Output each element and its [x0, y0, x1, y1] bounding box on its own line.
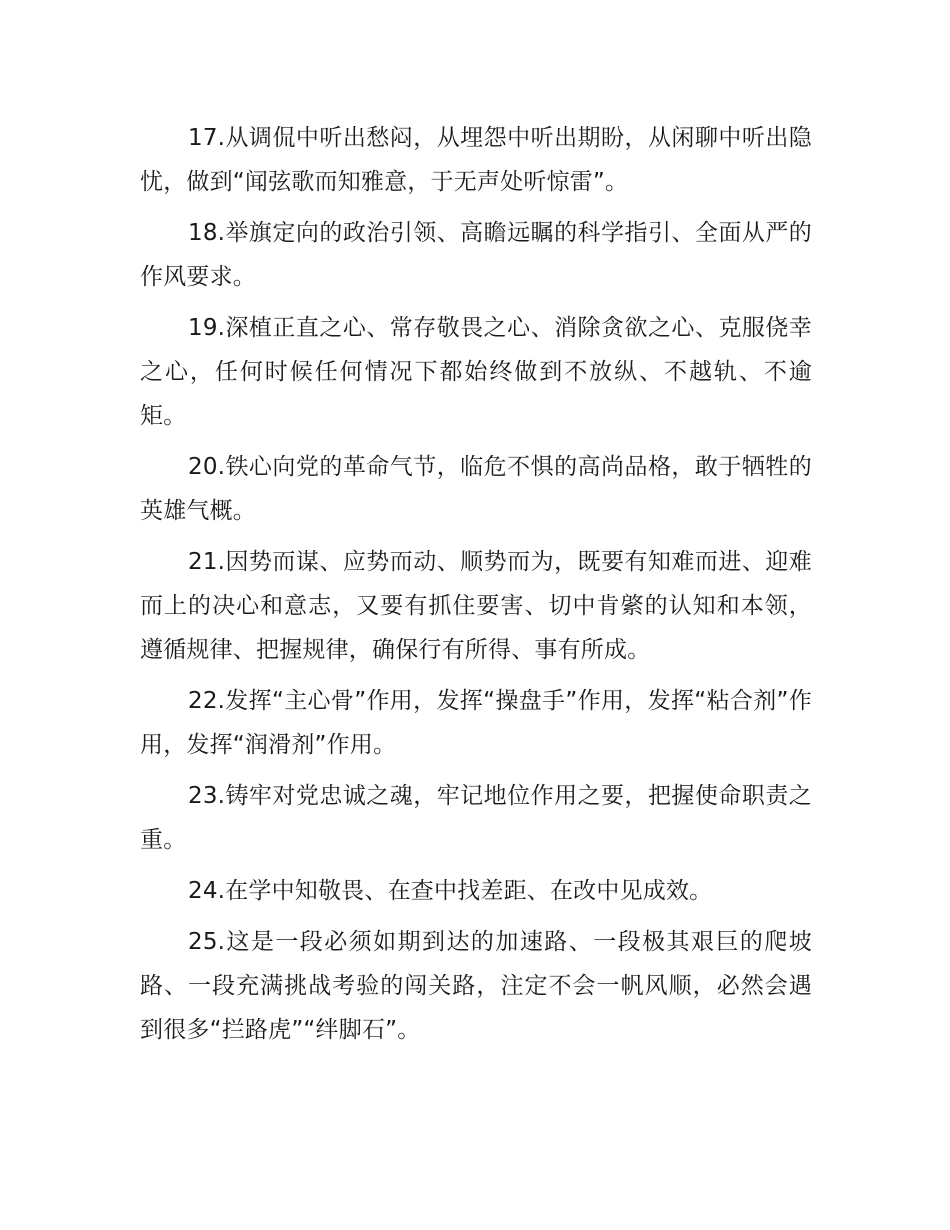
paragraph-24: 24.在学中知敬畏、在查中找差距、在改中见成效。	[188, 878, 713, 904]
paragraph-22: 22.发挥“主心骨”作用，发挥“操盘手”作用，发挥“粘合剂”作用，发挥“润滑剂”作用。	[140, 688, 812, 758]
paragraph-19: 19.深植正直之心、常存敬畏之心、消除贪欲之心、克服侥幸之心，任何时候任何情况下都始终做到不放纵、不越轨、不逾矩。	[140, 315, 812, 429]
paragraph-18: 18.举旗定向的政治引领、高瞻远瞩的科学指引、全面从严的作风要求。	[140, 220, 812, 290]
paragraph-20: 20.铁心向党的革命气节，临危不惧的高尚品格，敢于牺牲的英雄气概。	[140, 454, 812, 524]
paragraph-17: 17.从调侃中听出愁闷，从埋怨中听出期盼，从闲聊中听出隐忧，做到“闻弦歌而知雅意，于无声处听惊雷”。	[140, 125, 812, 195]
paragraph-25: 25.这是一段必须如期到达的加速路、一段极其艰巨的爬坡路、一段充满挑战考验的闯关路，注定不会一帆风顺，必然会遇到很多“拦路虎”“绊脚石”。	[140, 929, 812, 1043]
paragraph-21: 21.因势而谋、应势而动、顺势而为，既要有知难而进、迎难而上的决心和意志，又要有抓住要害、切中肯綮的认知和本领，遵循规律、把握规律，确保行有所得、事有所成。	[140, 549, 812, 663]
paragraph-23: 23.铸牢对党忠诚之魂，牢记地位作用之要，把握使命职责之重。	[140, 783, 812, 853]
document-body	[140, 116, 812, 1059]
